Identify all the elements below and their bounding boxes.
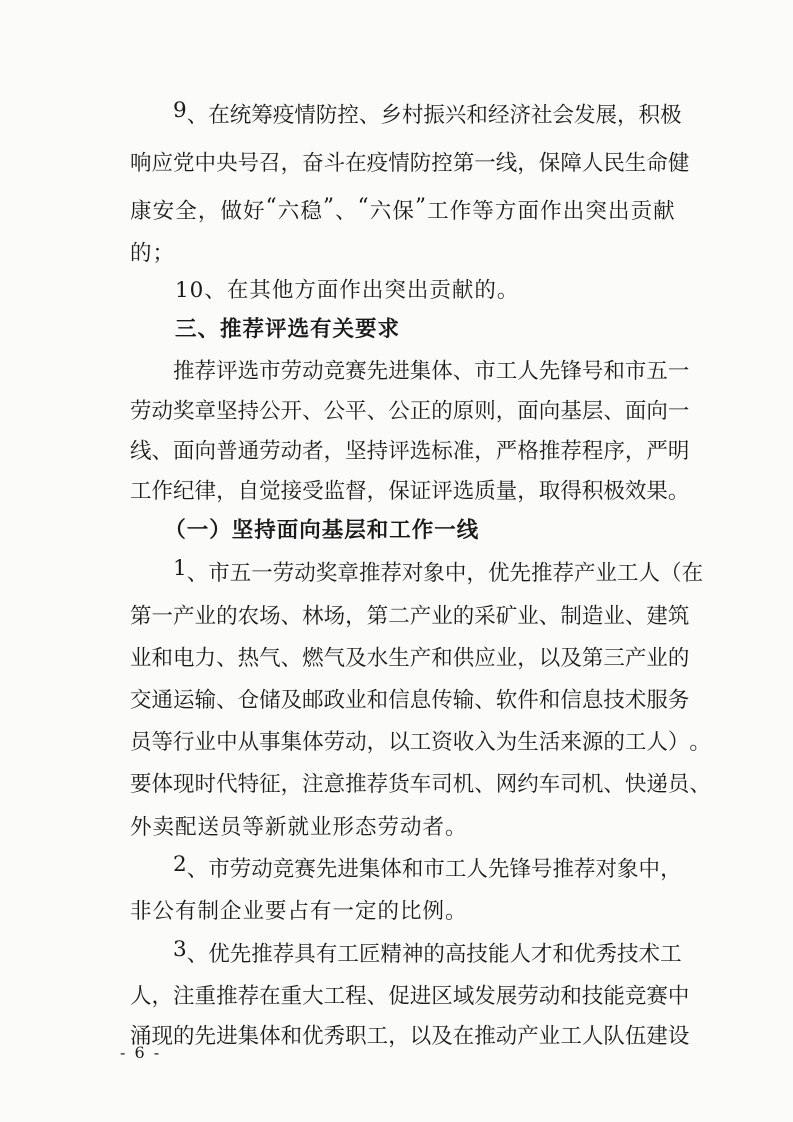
- text-line: 9 、 在 统 筹 疫 情 防 控 、 乡 村 振 兴 和 经 济 社 会 发 展 ， 积 极: [173, 98, 682, 128]
- text-line: 交 通 运 输 、 仓 储 及 邮 政 业 和 信 息 传 输 、 软 件 和 信 息 技 术 服 务: [130, 688, 690, 713]
- text-line: 康 安 全 ， 做 好 “ 六 稳 ” 、 “ 六 保 ” 工 作 等 方 面 作 出 突 出 贡 献: [130, 194, 675, 224]
- text-line: 业 和 电 力 、 热 气 、 燃 气 及 水 生 产 和 供 应 业 ， 以 及 第 三 产 业 的: [130, 646, 690, 671]
- text-line: 1 、 市 五 一 劳 动 奖 章 推 荐 对 象 中 ， 优 先 推 荐 产 业 工 人 （ 在: [173, 556, 704, 586]
- text-line: 推 荐 评 选 市 劳 动 竞 赛 先 进 集 体 、 市 工 人 先 锋 号 和 市 五 一: [173, 359, 690, 384]
- text-line: 要 体 现 时 代 特 征 ， 注 意 推 荐 货 车 司 机 、 网 约 车 司 机 、 快 递 员 、: [130, 772, 711, 797]
- text-line: 的；: [130, 241, 176, 266]
- section-heading: 三、推荐评选有关要求: [130, 317, 401, 342]
- subsection-heading: （一）坚持面向基层和工作一线: [130, 518, 480, 543]
- text-line: 劳 动 奖 章 坚 持 公 开 、 公 平 、 公 正 的 原 则 ， 面 向 基 层 、 面 向 一: [130, 399, 690, 424]
- text-line: 外卖配送员等新就业形态劳动者。: [130, 815, 468, 840]
- text-line: 2 、 市 劳 动 竞 赛 先 进 集 体 和 市 工 人 先 锋 号 推 荐 对 象 中 ，: [173, 852, 682, 882]
- text-line: 3 、 优 先 推 荐 具 有 工 匠 精 神 的 高 技 能 人 才 和 优 秀 技 术 工: [173, 937, 682, 967]
- text-line: 线 、 面 向 普 通 劳 动 者 ， 坚 持 评 选 标 准 ， 严 格 推 荐 程 序 ， 严 明: [130, 439, 690, 464]
- text-line: 员 等 行 业 中 从 事 集 体 劳 动 ， 以 工 资 收 入 为 生 活 来 源 的 工 人 ） 。: [130, 730, 711, 755]
- text-line: 第 一 产 业 的 农 场 、 林 场 ， 第 二 产 业 的 采 矿 业 、 制 造 业 、 建 筑: [130, 604, 690, 629]
- text-line: 人 ， 注 重 推 荐 在 重 大 工 程 、 促 进 区 域 发 展 劳 动 和 技 能 竞 赛 中: [130, 984, 690, 1009]
- text-line: 工 作 纪 律 ， 自 觉 接 受 监 督 ， 保 证 评 选 质 量 ， 取 得 积 极 效 果 。: [130, 479, 690, 504]
- text-line: 响 应 党 中 央 号 召 ， 奋 斗 在 疫 情 防 控 第 一 线 ， 保 障 人 民 生 命 健: [130, 151, 690, 176]
- text-line: 涌 现 的 先 进 集 体 和 优 秀 职 工 ， 以 及 在 推 动 产 业 工 人 队 伍 建 设: [130, 1024, 690, 1049]
- text-line: 非公有制企业要占有一定的比例。: [130, 899, 468, 924]
- text-line: 10、在其他方面作出突出贡献的。: [130, 278, 520, 303]
- page-number: - 6 -: [120, 1043, 162, 1062]
